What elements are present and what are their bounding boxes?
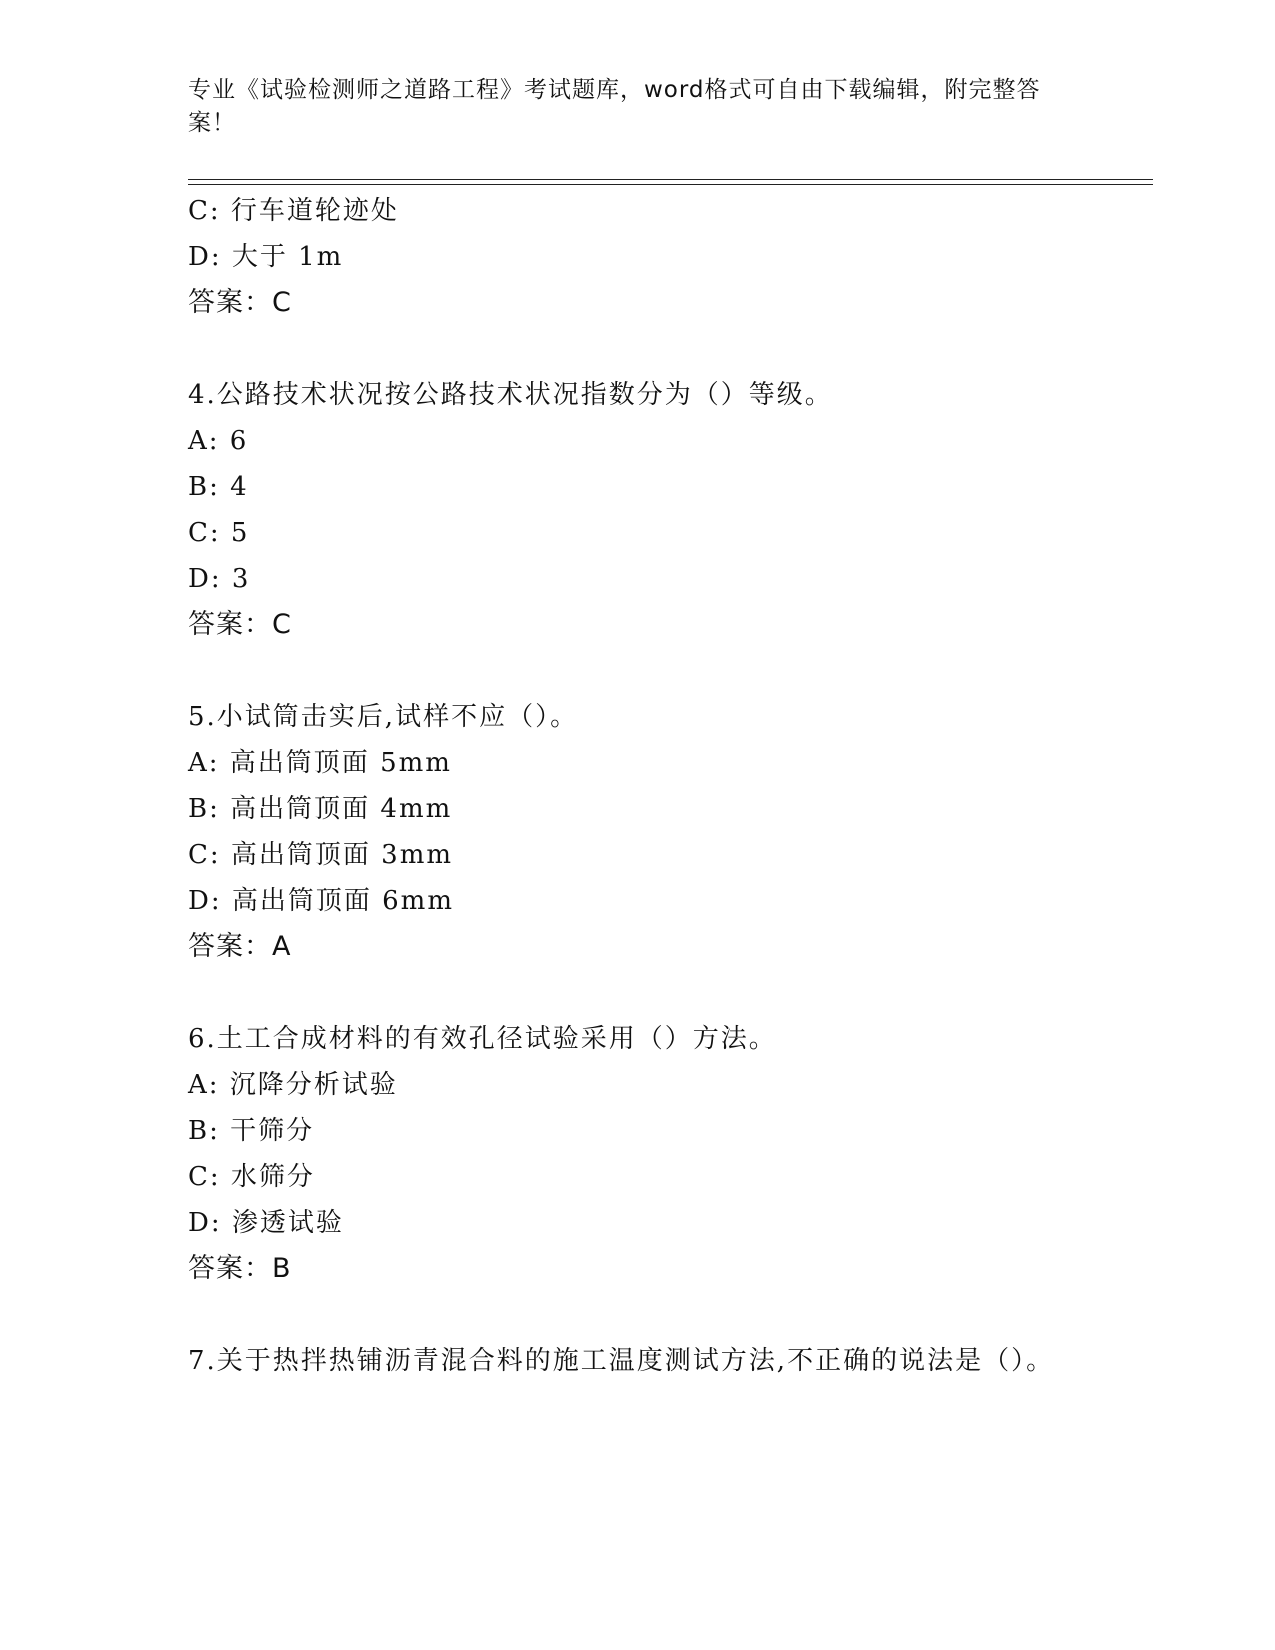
option-d: D: 3 <box>188 564 251 594</box>
option-a: A: 沉降分析试验 <box>188 1070 398 1100</box>
header-rule-bottom <box>188 184 1153 185</box>
answer-line: 答案：C <box>188 287 292 318</box>
option-c: C: 5 <box>188 518 250 548</box>
question-stem: 4.公路技术状况按公路技术状况指数分为（）等级。 <box>188 380 833 410</box>
question-stem: 7.关于热拌热铺沥青混合料的施工温度测试方法,不正确的说法是（）。 <box>188 1346 1055 1376</box>
question-stem: 6.土工合成材料的有效孔径试验采用（）方法。 <box>188 1024 777 1054</box>
question-list <box>188 188 1088 1384</box>
option-c: C: 水筛分 <box>188 1162 315 1192</box>
option-d: D: 大于 1m <box>188 242 344 272</box>
option-b: B: 4 <box>188 472 249 502</box>
option-c: C: 高出筒顶面 3mm <box>188 840 454 870</box>
answer-line: 答案：A <box>188 931 292 962</box>
header-rule-top <box>188 179 1153 180</box>
option-d: D: 高出筒顶面 6mm <box>188 886 454 916</box>
question-stem: 5.小试筒击实后,试样不应（）。 <box>188 702 579 732</box>
document-header: 专业《试验检测师之道路工程》考试题库，word格式可自由下载编辑，附完整答案！ <box>188 77 1041 136</box>
option-a: A: 6 <box>188 426 249 456</box>
option-a: A: 高出筒顶面 5mm <box>188 748 452 778</box>
option-c: C: 行车道轮迹处 <box>188 196 399 226</box>
option-d: D: 渗透试验 <box>188 1208 344 1238</box>
option-b: B: 干筛分 <box>188 1116 315 1146</box>
answer-line: 答案：C <box>188 609 292 640</box>
option-b: B: 高出筒顶面 4mm <box>188 794 453 824</box>
answer-line: 答案：B <box>188 1253 292 1284</box>
